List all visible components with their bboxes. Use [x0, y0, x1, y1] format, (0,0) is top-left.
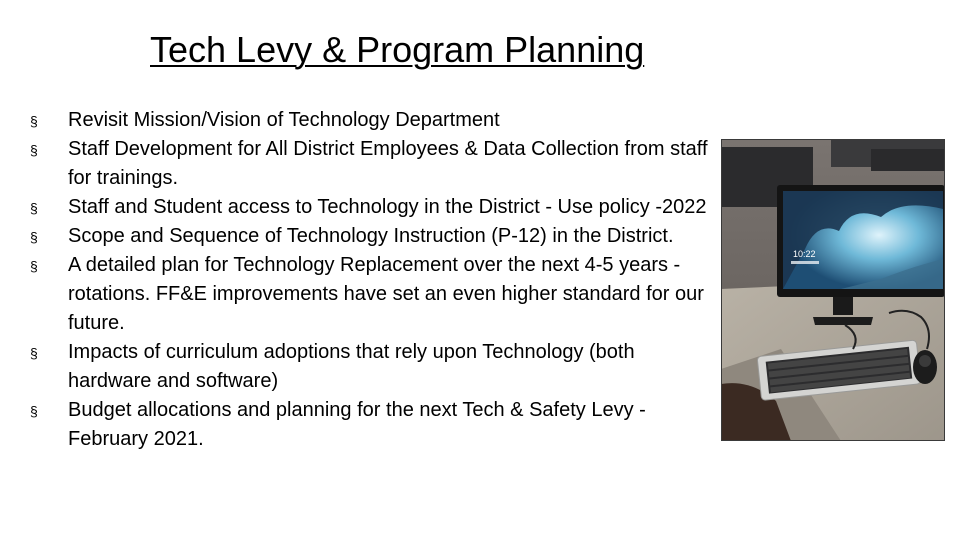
bullet-text: Revisit Mission/Vision of Technology Department [68, 109, 500, 131]
computer-photo [721, 139, 945, 441]
bullet-marker: § [30, 200, 38, 216]
screen-clock: 10:22 [793, 249, 816, 259]
bullet-item [30, 338, 720, 396]
bullet-item [30, 193, 720, 222]
bullet-text: A detailed plan for Technology Replacement over the next 4-5 years - rotations. FF&E improvements have set an even higher standard for our future. [68, 254, 704, 334]
bullet-text: Scope and Sequence of Technology Instruction (P-12) in the District. [68, 225, 674, 247]
bullet-marker: § [30, 345, 38, 361]
bullet-item [30, 106, 720, 135]
bullet-text: Impacts of curriculum adoptions that rely upon Technology (both hardware and software) [68, 341, 635, 392]
bullet-text: Staff and Student access to Technology in the District - Use policy -2022 [68, 196, 707, 218]
bullet-marker: § [30, 142, 38, 158]
bullet-text: Budget allocations and planning for the next Tech & Safety Levy -February 2021. [68, 399, 646, 450]
bullet-list [30, 106, 720, 454]
bullet-marker: § [30, 229, 38, 245]
bullet-marker: § [30, 113, 38, 129]
bullet-text: Staff Development for All District Employees & Data Collection from staff for trainings. [68, 138, 708, 189]
bullet-item [30, 135, 720, 193]
bullet-marker: § [30, 403, 38, 419]
bullet-item [30, 396, 720, 454]
bullet-item [30, 251, 720, 338]
bullet-marker: § [30, 258, 38, 274]
bullet-item [30, 222, 720, 251]
slide-title: Tech Levy & Program Planning [150, 29, 645, 70]
